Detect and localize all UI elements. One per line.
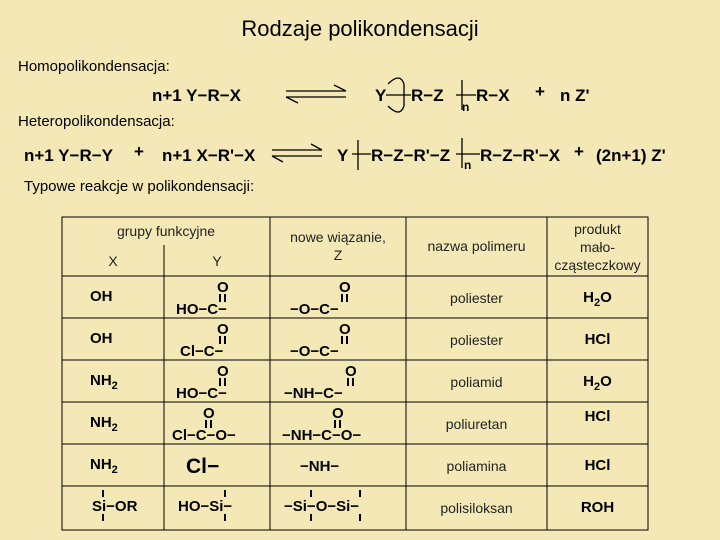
table-row-6-x: Si−OR [92,498,138,515]
table-row-4-byproduct: HCl [584,408,611,425]
hetero-byproduct: (2n+1) Z' [596,146,666,165]
table-row-1-y: HO−C− [176,301,227,318]
hetero-reactant-2: n+1 X−R'−X [162,146,256,165]
homo-label: Homopolikondensacja: [18,58,170,75]
svg-text:O: O [203,405,215,422]
table-row-2-byproduct: HCl [584,331,611,348]
table-row-2-z: −O−C− [290,343,339,360]
homo-product-end-right: R−X [476,86,510,105]
header-byproduct-line1: produkt [574,221,621,237]
hetero-plus-2: + [574,142,584,161]
header-functional-groups: grupy funkcyjne [116,223,216,239]
header-new-bond-line2: Z [333,247,343,263]
homo-product-repeat: R−Z [411,86,444,105]
table-row-6-byproduct: ROH [580,499,615,516]
header-byproduct-line3: cząsteczkowy [554,257,641,273]
table-caption: Typowe reakcje w polikondensacji: [24,178,255,195]
table-row-3-polymer: poliamid [450,374,503,390]
table-row-5-z: −NH− [300,458,340,475]
table-row-4-y: Cl−C−O− [172,427,236,444]
hetero-product-end-left: Y [337,146,349,165]
table-row-5-byproduct: HCl [584,457,611,474]
table-row-5-y: Cl− [186,455,220,478]
table-row-2-polymer: poliester [450,332,503,348]
header-polymer-name: nazwa polimeru [427,238,526,254]
header-x: X [108,253,118,269]
table-row-2-x: OH [90,330,113,347]
hetero-plus-1: + [134,142,144,161]
homo-byproduct: n Z' [560,86,590,105]
table-row-4-z: −NH−C−O− [282,427,362,444]
table-row-3-y: HO−C− [176,385,227,402]
hetero-product-end-right: R−Z−R'−X [480,146,561,165]
table-row-2-y: Cl−C− [180,343,224,360]
table-row-5-x: $NH_2$ [90,456,118,476]
hetero-product-repeat: R−Z−R'−Z [371,146,451,165]
hetero-reactant-1: n+1 Y−R−Y [24,146,113,165]
header-y: Y [212,253,222,269]
svg-text:O: O [339,279,351,296]
homo-plus: + [535,82,545,101]
homo-reactant: n+1 Y−R−X [152,86,241,105]
equilibrium-arrow-homo [286,85,346,103]
equilibrium-arrow-hetero [272,144,322,162]
table-row-3-x: $NH_2$ [90,372,118,392]
table-row-4-x: $NH_2$ [90,414,118,434]
table-row-5-polymer: poliamina [446,458,507,474]
hetero-repeat-n: n [464,158,472,172]
table-row-4-polymer: poliuretan [445,416,508,432]
header-byproduct-line2: mało- [579,239,615,255]
svg-text:O: O [217,363,229,380]
homo-repeat-brackets [386,78,476,112]
table-row-3-z: −NH−C− [284,385,343,402]
header-new-bond-line1: nowe wiązanie, [290,229,386,245]
table-row-1-byproduct: $H_2O$ [583,289,612,309]
svg-text:O: O [332,405,344,422]
table-row-1-x: OH [90,288,113,305]
hetero-label: Heteropolikondensacja: [18,113,175,130]
table-row-3-byproduct: $H_2O$ [583,373,612,393]
table-row-6-polymer: polisiloksan [440,500,513,516]
svg-text:O: O [217,321,229,338]
page-title: Rodzaje polikondensacji [241,16,479,41]
svg-text:O: O [339,321,351,338]
table-row-1-z: −O−C− [290,301,339,318]
svg-text:O: O [345,363,357,380]
svg-text:O: O [217,279,229,296]
hetero-repeat-brackets [352,138,480,170]
table-row-6-z: −Si−O−Si− [284,498,360,515]
homo-product-end-left: Y [375,86,387,105]
table-row-1-polymer: poliester [450,290,503,306]
homo-repeat-n: n [462,100,470,114]
table-row-6-y: HO−Si− [178,498,233,515]
